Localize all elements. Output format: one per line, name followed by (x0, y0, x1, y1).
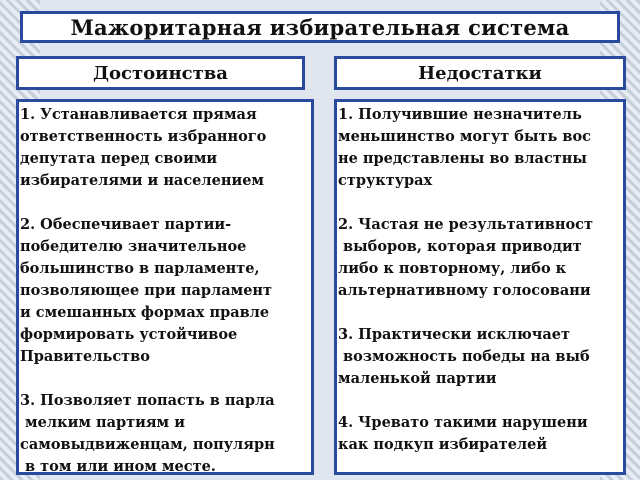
disadvantages-header: Недостатки (334, 56, 626, 90)
advantages-list: 1. Устанавливается прямая ответственность избранного депутата перед своими избирателями и населением 2. Обеспечивает партии- победителю значительное большинство в парламенте, позволяющее при парламент и смешанных формах правле формировать устойчивое Правительство 3. Позволяет попасть в парла мелким партиям и самовыдвиженцам, популярн в том или ином месте. (20, 106, 275, 474)
disadvantages-list: 1. Получившие незначитель меньшинство могут быть вос не представлены во властны структурах 2. Частая не результативност выборов, которая приводит либо к повторному, либо к альтернативному голосовани 3. Практически исключает возможность победы на выб маленькой партии 4. Чревато такими нарушени как подкуп избирателей (338, 106, 593, 453)
advantages-header: Достоинства (16, 56, 305, 90)
slide-title: Мажоритарная избирательная система (20, 11, 620, 43)
